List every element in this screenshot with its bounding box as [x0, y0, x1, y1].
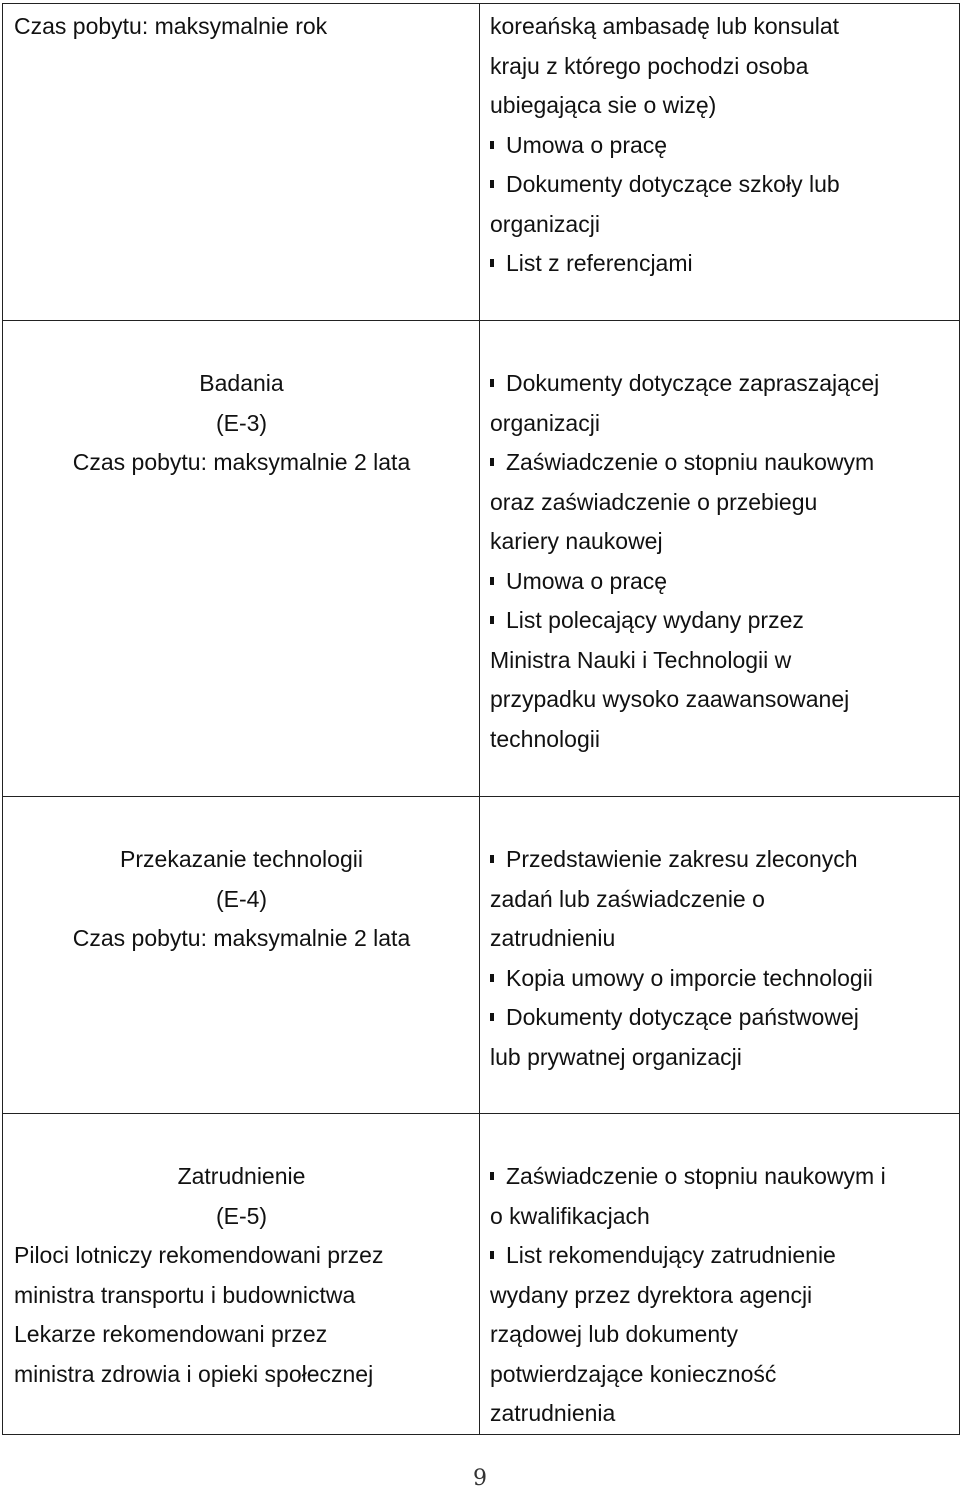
document-item — [490, 364, 951, 404]
document-text: List rekomendujący zatrudnienie — [506, 1242, 836, 1268]
document-text: Kopia umowy o imporcie technologii — [506, 964, 873, 991]
document-text: kariery naukowej — [490, 528, 663, 554]
required-documents-cell — [480, 4, 960, 321]
document-item-continuation — [490, 47, 951, 87]
square-bullet-icon — [490, 974, 494, 982]
eligibility-detail: Piloci lotniczy rekomendowani przez — [14, 1242, 384, 1268]
document-item-continuation — [490, 483, 951, 523]
document-text: lub prywatnej organizacji — [490, 1043, 742, 1070]
document-text: przypadku wysoko zaawansowanej — [490, 686, 850, 712]
table-row — [3, 1114, 960, 1435]
documents-list — [480, 1114, 959, 1434]
document-text: Umowa o pracę — [506, 567, 668, 594]
documents-list — [480, 321, 959, 759]
document-item-continuation — [490, 720, 951, 760]
visa-category-name: Badania — [199, 370, 284, 396]
document-text: Zaświadczenie o stopniu naukowym i — [506, 1163, 886, 1189]
document-item-continuation — [490, 404, 951, 444]
document-text: zadań lub zaświadczenie o — [490, 885, 765, 912]
document-text: Dokumenty dotyczące szkoły lub — [506, 171, 840, 197]
required-documents-cell — [480, 797, 960, 1114]
document-item — [490, 998, 951, 1038]
document-text: organizacji — [490, 409, 600, 436]
visa-category-name: Zatrudnienie — [177, 1163, 306, 1189]
document-item — [490, 244, 951, 284]
document-item-continuation — [490, 1197, 951, 1237]
visa-category-cell — [3, 321, 480, 797]
visa-category-cell — [3, 4, 480, 321]
document-item-continuation — [490, 86, 951, 126]
document-item — [490, 840, 951, 880]
page-number: 9 — [473, 1466, 487, 1491]
document-text: Dokumenty dotyczące zapraszającej — [506, 370, 880, 396]
stay-duration: Czas pobytu: maksymalnie 2 lata — [72, 925, 411, 951]
document-text: Przedstawienie zakresu zleconych — [506, 846, 858, 872]
square-bullet-icon — [490, 259, 494, 267]
document-text: kraju z którego pochodzi osoba — [490, 52, 809, 79]
document-text: koreańską ambasadę lub konsulat — [490, 13, 840, 39]
square-bullet-icon — [490, 577, 494, 585]
document-text: potwierdzające konieczność — [490, 1360, 777, 1387]
document-item-continuation — [490, 1038, 951, 1078]
document-item-continuation — [490, 1315, 951, 1355]
visa-requirements-table — [2, 3, 960, 1435]
document-text: Zaświadczenie o stopniu naukowym — [506, 449, 875, 475]
document-item-continuation — [490, 919, 951, 959]
document-item-continuation — [490, 880, 951, 920]
stay-duration: Czas pobytu: maksymalnie 2 lata — [72, 449, 411, 475]
required-documents-cell — [480, 321, 960, 797]
document-text: List z referencjami — [506, 250, 693, 276]
visa-category-name: Przekazanie technologii — [120, 846, 363, 872]
document-item-continuation — [490, 1276, 951, 1316]
table-row — [3, 797, 960, 1114]
eligibility-detail: Lekarze rekomendowani przez — [14, 1321, 328, 1347]
document-text: technologii — [490, 725, 600, 752]
document-text: organizacji — [490, 210, 600, 237]
eligibility-detail: ministra transportu i budownictwa — [14, 1281, 356, 1308]
table-row — [3, 321, 960, 797]
required-documents-cell — [480, 1114, 960, 1435]
documents-list — [480, 4, 959, 284]
square-bullet-icon — [490, 616, 494, 624]
visa-category-cell — [3, 1114, 480, 1435]
document-item — [490, 126, 951, 166]
document-text: rządowej lub dokumenty — [490, 1321, 739, 1347]
document-text: ubiegająca sie o wizę) — [490, 92, 717, 118]
document-text: Ministra Nauki i Technologii w — [490, 646, 792, 673]
document-item-continuation — [490, 522, 951, 562]
document-text: zatrudnienia — [490, 1400, 616, 1426]
visa-code: (E-3) — [215, 409, 268, 436]
document-item — [490, 1236, 951, 1276]
square-bullet-icon — [490, 1172, 494, 1180]
square-bullet-icon — [490, 1251, 494, 1259]
square-bullet-icon — [490, 180, 494, 188]
document-item-continuation — [490, 205, 951, 245]
document-item — [490, 443, 951, 483]
document-text: oraz zaświadczenie o przebiegu — [490, 488, 818, 515]
visa-category-cell — [3, 797, 480, 1114]
document-text: wydany przez dyrektora agencji — [490, 1281, 813, 1308]
square-bullet-icon — [490, 458, 494, 466]
document-text: Umowa o pracę — [506, 131, 668, 158]
document-item — [490, 601, 951, 641]
document-text: List polecający wydany przez — [506, 607, 804, 633]
document-item — [490, 1157, 951, 1197]
visa-code: (E-5) — [215, 1202, 268, 1229]
document-item-continuation — [490, 1394, 951, 1434]
document-text: zatrudnieniu — [490, 925, 616, 951]
visa-code: (E-4) — [215, 885, 268, 912]
document-text: Dokumenty dotyczące państwowej — [506, 1004, 859, 1030]
document-item — [490, 959, 951, 999]
stay-duration: Czas pobytu: maksymalnie rok — [14, 13, 328, 39]
document-item-continuation — [490, 7, 951, 47]
square-bullet-icon — [490, 141, 494, 149]
document-item-continuation — [490, 680, 951, 720]
square-bullet-icon — [490, 1013, 494, 1021]
table-row — [3, 4, 960, 321]
document-item — [490, 562, 951, 602]
document-item-continuation — [490, 1355, 951, 1395]
document-text: o kwalifikacjach — [490, 1202, 650, 1229]
document-item — [490, 165, 951, 205]
document-item-continuation — [490, 641, 951, 681]
square-bullet-icon — [490, 379, 494, 387]
eligibility-detail: ministra zdrowia i opieki społecznej — [14, 1360, 374, 1387]
documents-list — [480, 797, 959, 1077]
square-bullet-icon — [490, 855, 494, 863]
